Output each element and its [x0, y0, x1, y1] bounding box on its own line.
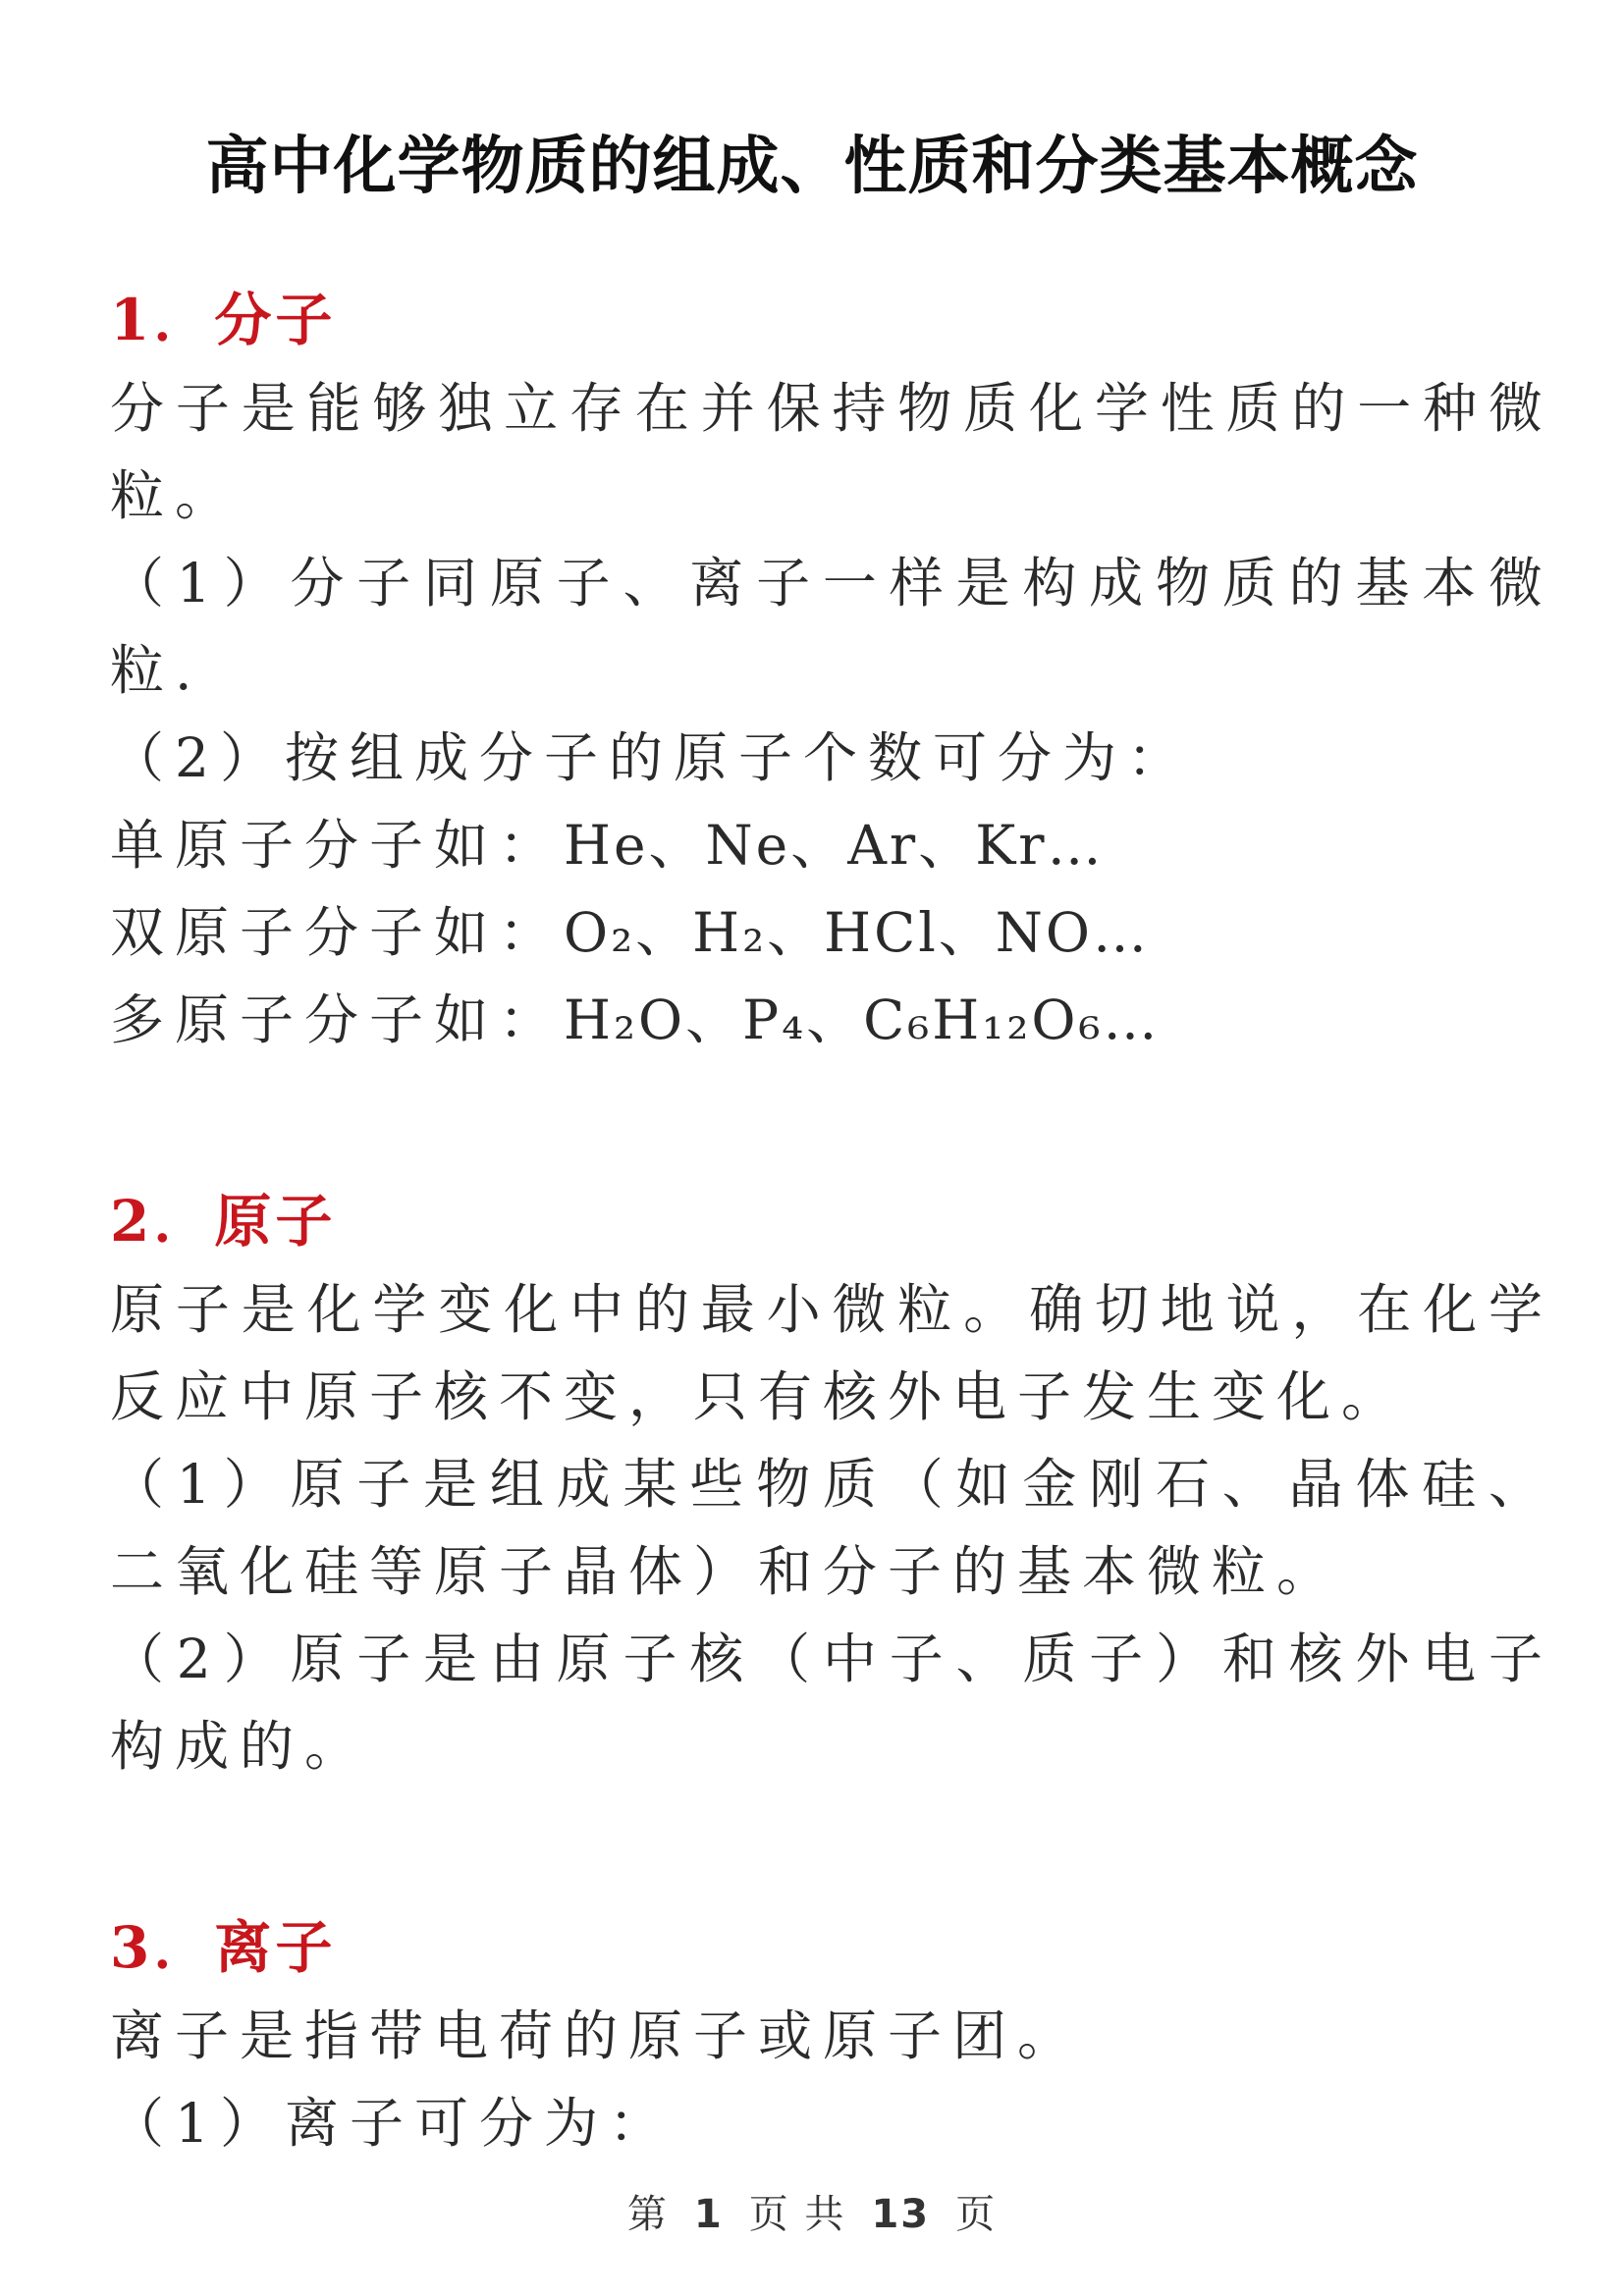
paragraph: 分子是能够独立存在并保持物质化学性质的一种微粒。: [110, 377, 1553, 527]
paragraph: 原子是化学变化中的最小微粒。确切地说，在化学反应中原子核不变，只有核外电子发生变化。: [110, 1278, 1553, 1428]
current-page-number: 1: [693, 2192, 724, 2237]
paragraph: （1）离子可分为：: [110, 2092, 674, 2155]
example-line-polyatomic: [110, 977, 1553, 1064]
page-title: 高中化学物质的组成、性质和分类基本概念: [205, 131, 1419, 203]
paragraph: （2）按组成分子的原子个数可分为：: [110, 726, 1192, 789]
example-formulas: H₂O、P₄、C₆H₁₂O₆…: [564, 988, 1161, 1051]
section-heading: 3．离子: [110, 1914, 337, 1981]
example-line-diatomic: [110, 889, 1553, 977]
section-molecule: [110, 281, 1553, 1064]
footer-middle: 页 共: [748, 2192, 846, 2237]
section-heading: 1．分子: [110, 287, 337, 353]
page-footer: [0, 2183, 1624, 2239]
section-ion: [110, 1908, 1553, 2167]
footer-suffix: 页: [955, 2192, 998, 2237]
example-formulas: O₂、H₂、HCl、NO…: [564, 901, 1151, 964]
paragraph: 离子是指带电荷的原子或原子团。: [110, 2004, 1083, 2067]
example-line-monatomic: [110, 802, 1553, 889]
example-label: 单原子分子如：: [110, 814, 565, 877]
total-page-count: 13: [871, 2192, 931, 2237]
paragraph: （2）原子是由原子核（中子、质子）和核外电子构成的。: [110, 1628, 1553, 1778]
document-body: [110, 281, 1553, 2285]
section-heading: 2．原子: [110, 1188, 337, 1255]
paragraph: （1）分子同原子、离子一样是构成物质的基本微粒.: [110, 552, 1553, 702]
example-formulas: He、Ne、Ar、Kr…: [564, 814, 1105, 877]
footer-prefix: 第: [626, 2192, 669, 2237]
example-label: 双原子分子如：: [110, 901, 565, 964]
paragraph: （1）原子是组成某些物质（如金刚石、晶体硅、二氧化硅等原子晶体）和分子的基本微粒。: [110, 1453, 1553, 1603]
section-atom: [110, 1182, 1553, 1790]
example-label: 多原子分子如：: [110, 988, 565, 1051]
